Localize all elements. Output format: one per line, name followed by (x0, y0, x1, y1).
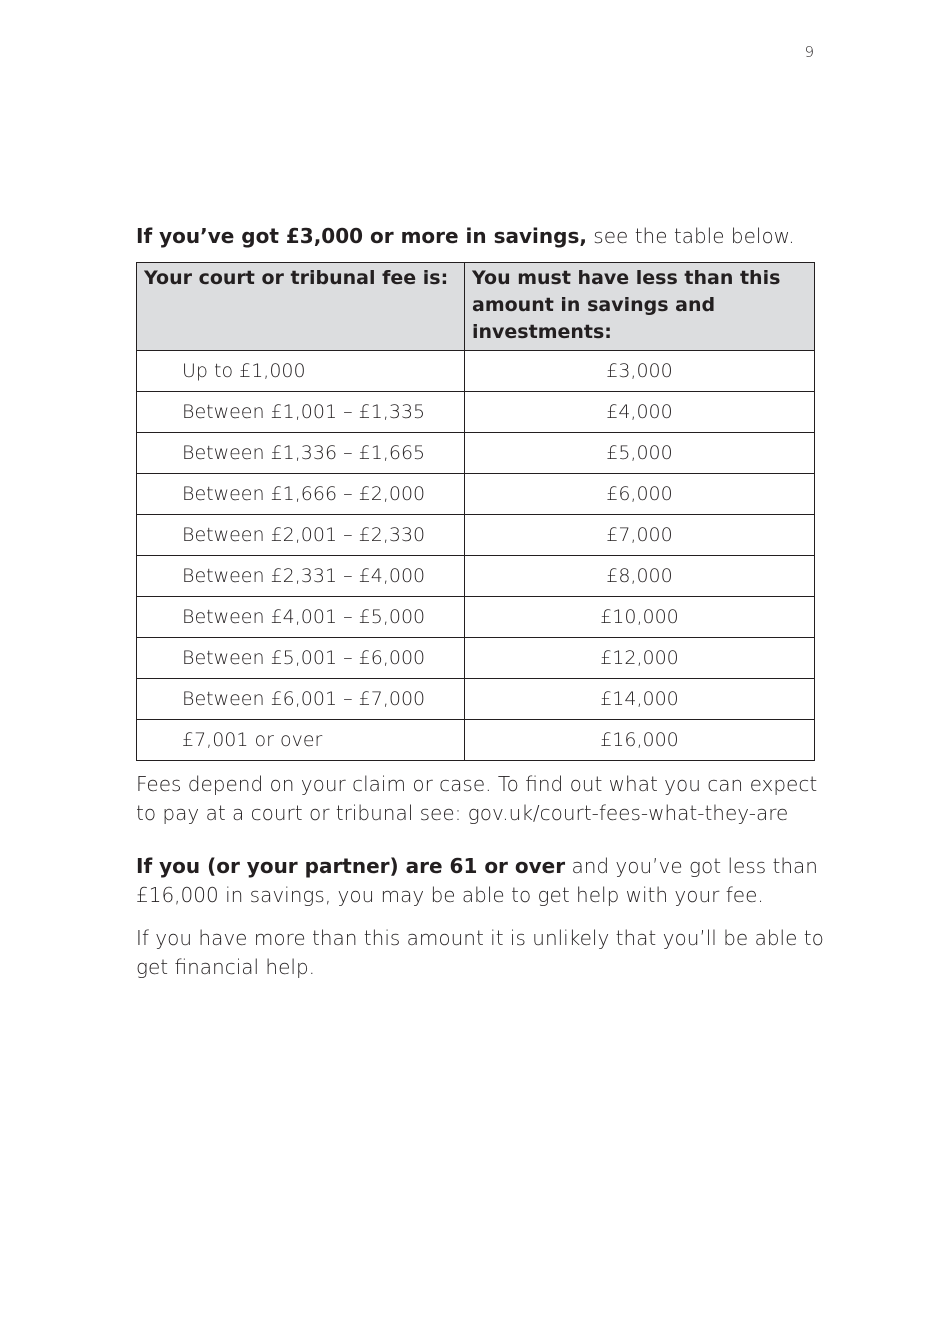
intro-rest-text: see the table below. (586, 224, 795, 248)
fee-cell: Between £6,001 – £7,000 (137, 679, 465, 720)
savings-cell: £3,000 (465, 351, 815, 392)
table-row (137, 351, 815, 392)
savings-cell: £8,000 (465, 556, 815, 597)
fee-cell: Between £4,001 – £5,000 (137, 597, 465, 638)
table-row (137, 474, 815, 515)
savings-cell: £4,000 (465, 392, 815, 433)
page-number: 9 (804, 43, 814, 61)
table-row (137, 392, 815, 433)
savings-cell: £6,000 (465, 474, 815, 515)
fee-cell: Between £5,001 – £6,000 (137, 638, 465, 679)
fee-cell: Up to £1,000 (137, 351, 465, 392)
header-savings: You must have less than this amount in savings and investments: (465, 263, 815, 351)
over-61-rest-text: and you’ve got less than £16,000 in savings, you may be able to get help with your fee. (136, 854, 818, 907)
more-amount-paragraph: If you have more than this amount it is unlikely that you’ll be able to get financial help. (136, 926, 824, 979)
over-61-bold-text: If you (or your partner) are 61 or over (136, 854, 566, 878)
table-row (137, 556, 815, 597)
fee-savings-table (136, 262, 815, 761)
table-row (137, 597, 815, 638)
table-row (137, 515, 815, 556)
table-row (137, 638, 815, 679)
savings-cell: £14,000 (465, 679, 815, 720)
fee-cell: Between £1,336 – £1,665 (137, 433, 465, 474)
savings-cell: £7,000 (465, 515, 815, 556)
table-row (137, 679, 815, 720)
fee-cell: Between £2,001 – £2,330 (137, 515, 465, 556)
intro-bold-text: If you’ve got £3,000 or more in savings, (136, 224, 587, 248)
header-fee: Your court or tribunal fee is: (137, 263, 465, 351)
savings-cell: £12,000 (465, 638, 815, 679)
over-61-paragraph (136, 852, 826, 910)
table-row (137, 433, 815, 474)
savings-cell: £16,000 (465, 720, 815, 761)
savings-cell: £10,000 (465, 597, 815, 638)
fee-cell: £7,001 or over (137, 720, 465, 761)
table-header-row (137, 263, 815, 351)
savings-cell: £5,000 (465, 433, 815, 474)
fees-note-paragraph: Fees depend on your claim or case. To find out what you can expect to pay at a court or tribunal see: gov.uk/court-fees-what-they-are (136, 772, 818, 825)
intro-paragraph (136, 221, 826, 251)
table-row (137, 720, 815, 761)
fee-cell: Between £2,331 – £4,000 (137, 556, 465, 597)
fee-cell: Between £1,001 – £1,335 (137, 392, 465, 433)
fee-cell: Between £1,666 – £2,000 (137, 474, 465, 515)
